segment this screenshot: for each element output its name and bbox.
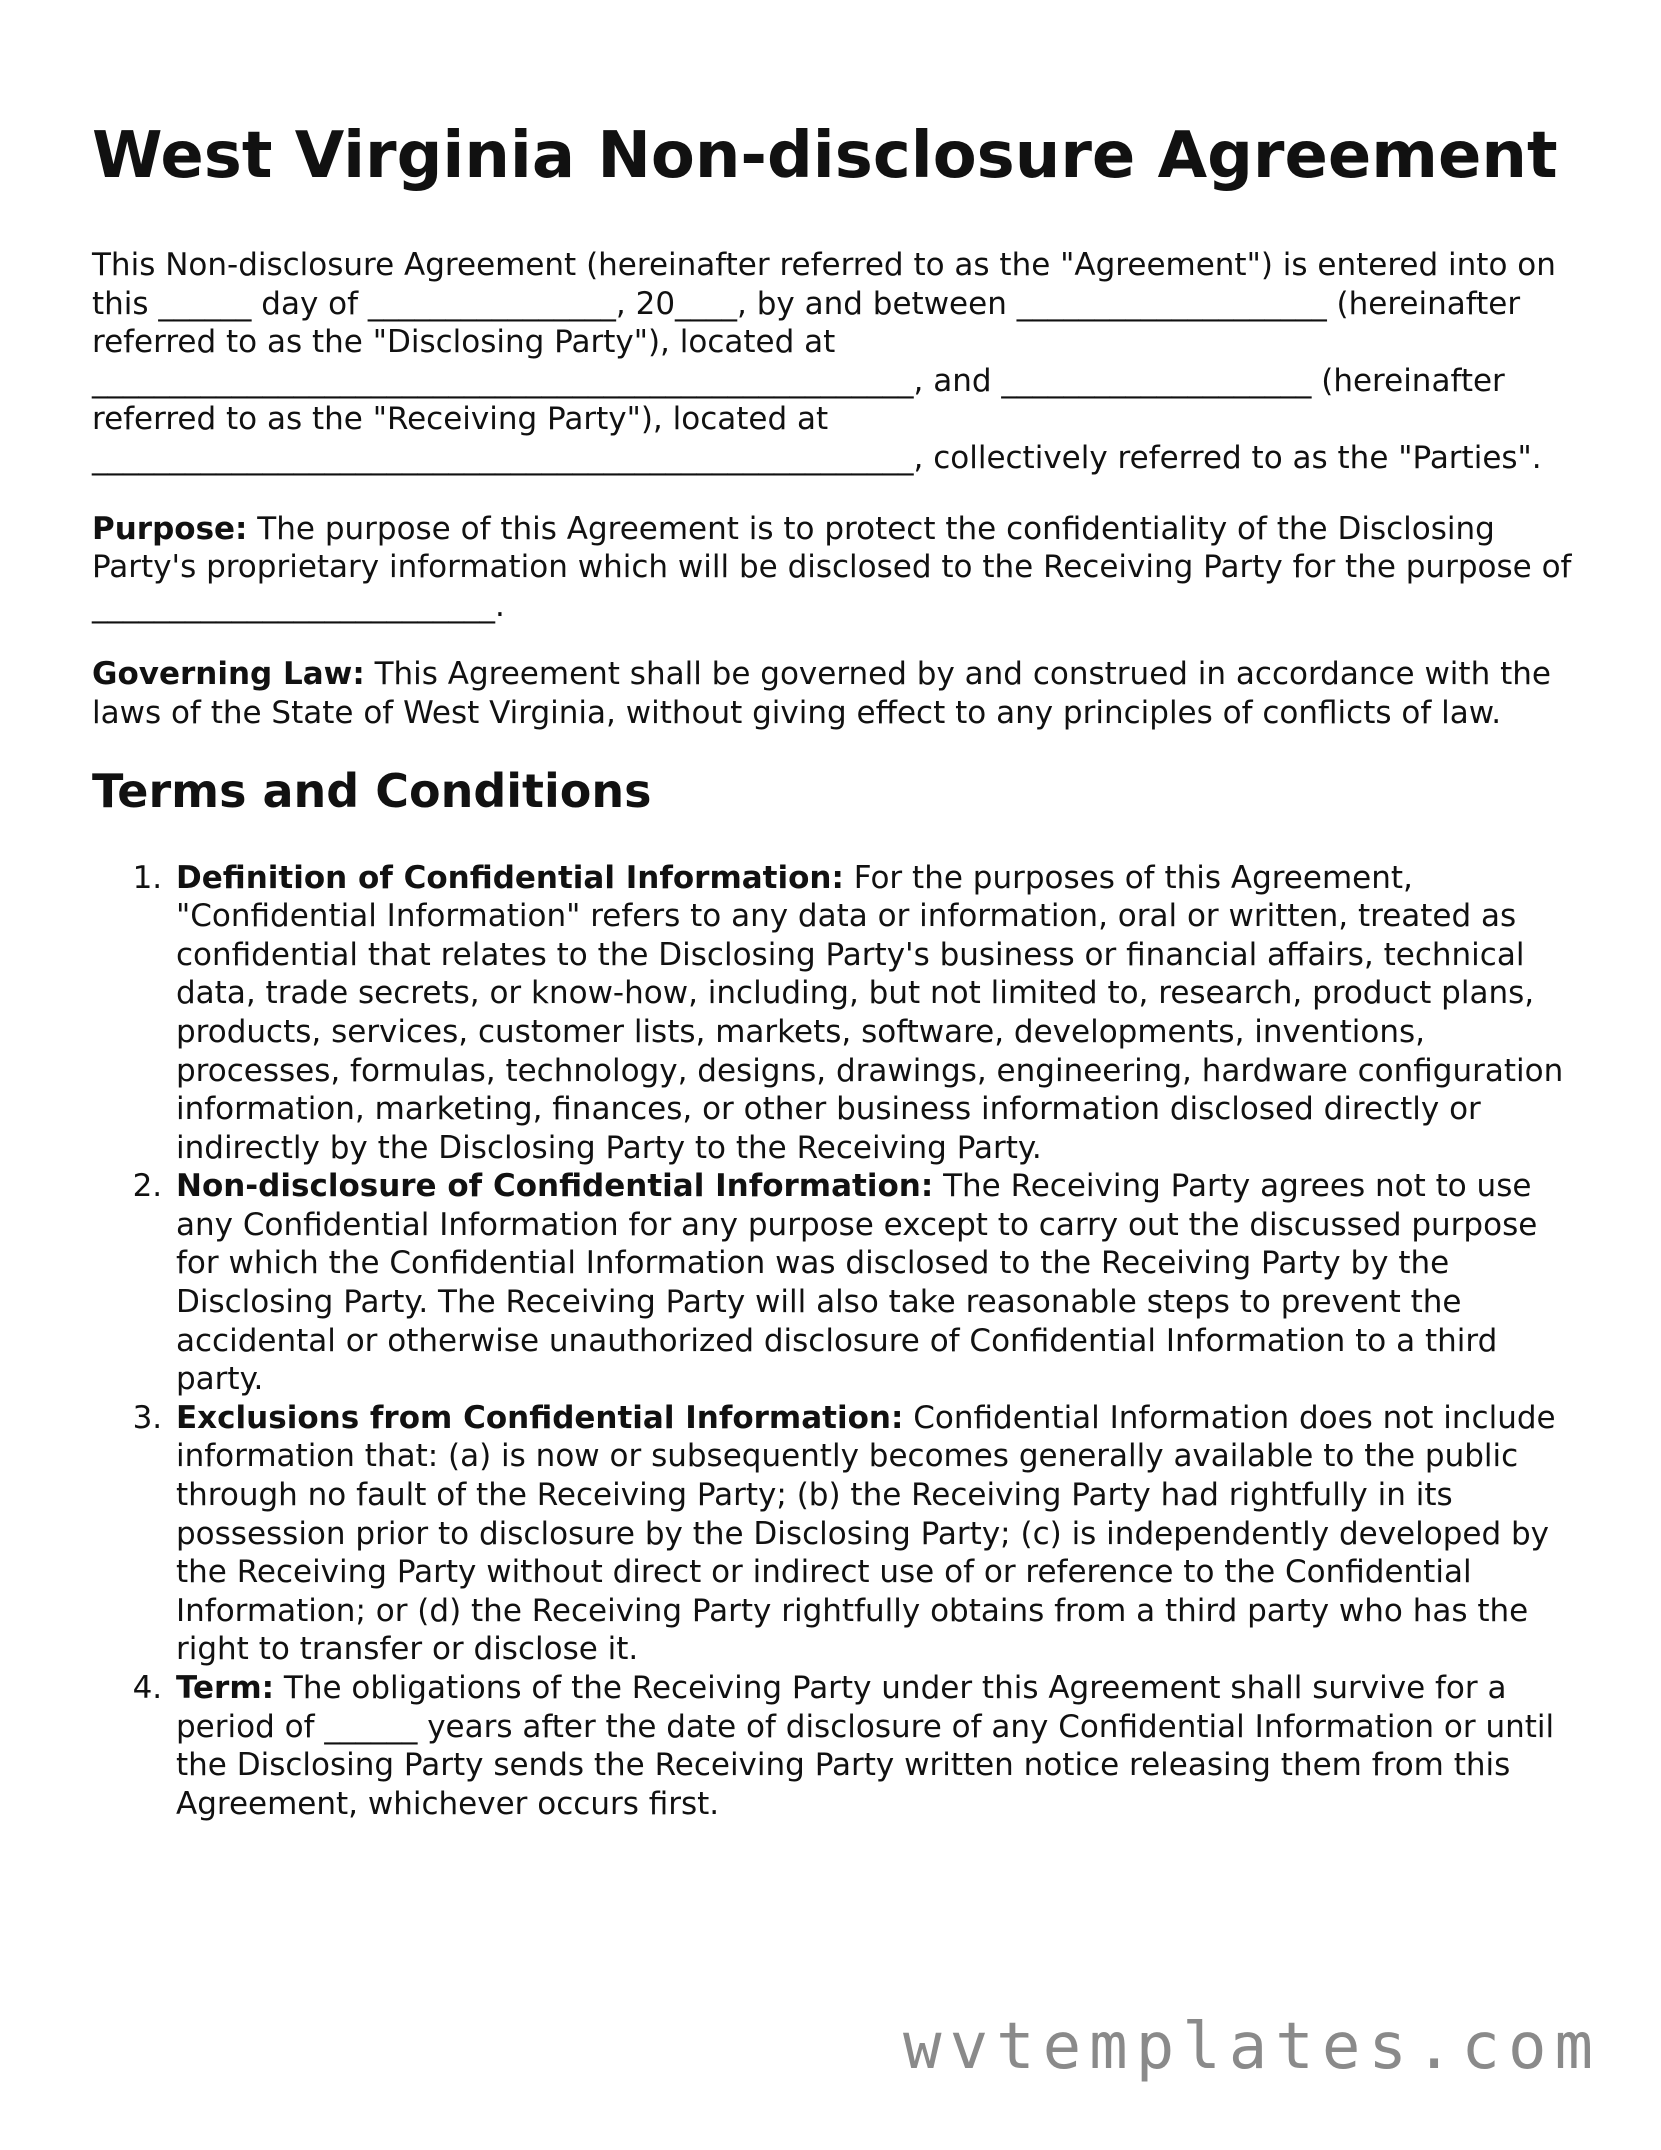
document-page [92,118,1582,1823]
term-label: Exclusions from Confidential Information: [176,1399,904,1436]
terms-heading: Terms and Conditions [92,763,652,818]
term-label: Term: [176,1670,275,1706]
term-item-non-disclosure [172,1167,1582,1399]
document-title: West Virginia Non-disclosure Agreement [92,119,1558,193]
intro-paragraph: This Non-disclosure Agreement (hereinafter referred to as the "Agreement") is entered into on this ______ day of ________________, 20____, by and between ____________________ (hereinafter referred to as the "Disclosing Party"), located at _____________________________________________________, and ____________________ (hereinafter referred to as the "Receiving Party"), located at _____________________________________________________, collectively referred to as the "Parties". [92,247,1566,476]
term-item-definition [172,859,1582,1168]
term-text: The Receiving Party agrees not to use any Confidential Information for any purpose except to carry out the discussed purpose for which the Confidential Information was disclosed to the Receiving Party by the Disclosing Party. The Receiving Party will also take reasonable steps to prevent the accidental or otherwise unauthorized disclosure of Confidential Information to a third party. [176,1168,1538,1398]
term-label: Non-disclosure of Confidential Information: [176,1168,934,1205]
governing-law-text: This Agreement shall be governed by and construed in accordance with the laws of the State of West Virginia, without giving effect to any principles of conflicts of law. [92,656,1561,731]
governing-law-paragraph [92,655,1582,732]
term-text: Confidential Information does not include information that: (a) is now or subsequently becomes generally available to the public through no fault of the Receiving Party; (b) the Receiving Party had rightfully in its possession prior to disclosure by the Disclosing Party; (c) is independently developed by the Receiving Party without direct or indirect use of or reference to the Confidential Information; or (d) the Receiving Party rightfully obtains from a third party who has the right to transfer or disclose it. [176,1399,1556,1668]
purpose-label: Purpose: [92,510,248,547]
governing-law-label: Governing Law: [92,656,365,693]
terms-list [92,859,1582,1824]
purpose-text: The purpose of this Agreement is to protect the confidentiality of the Disclosing Party's proprietary information which will be disclosed to the Receiving Party for the purpose of __________________________. [92,510,1582,624]
term-item-exclusions [172,1399,1582,1669]
term-item-term [172,1669,1582,1823]
term-text: For the purposes of this Agreement, "Confidential Information" refers to any data or information, oral or written, treated as confidential that relates to the Disclosing Party's business or financial affairs, technical data, trade secrets, or know-how, including, but not limited to, research, product plans, products, services, customer lists, markets, software, developments, inventions, processes, formulas, technology, designs, drawings, engineering, hardware configuration information, marketing, finances, or other business information disclosed directly or indirectly by the Disclosing Party to the Receiving Party. [176,859,1564,1166]
term-text: The obligations of the Receiving Party under this Agreement shall survive for a period of ______ years after the date of disclosure of any Confidential Information or until the Disclosing Party sends the Receiving Party written notice releasing them from this Agreement, whichever occurs first. [176,1670,1555,1822]
term-label: Definition of Confidential Information: [176,859,844,896]
watermark: wvtemplates.com [903,2010,1601,2084]
purpose-paragraph [92,510,1582,626]
